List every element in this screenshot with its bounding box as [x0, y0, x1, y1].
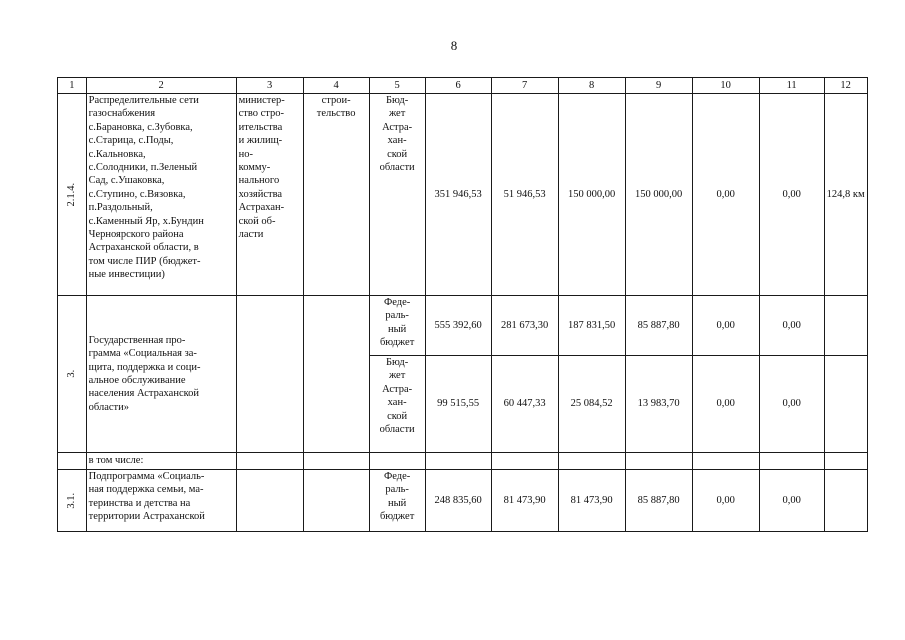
table-row-3-1 [58, 470, 868, 532]
value-cell: 351 946,53 [425, 94, 491, 296]
activity-name: Государственная про- грамма «Социальная за- щита, поддержка и соци- альное обслуживание населения Астраханской области» [86, 296, 236, 453]
header-cell: 12 [824, 78, 867, 94]
value-cell: 99 515,55 [425, 356, 491, 453]
value-cell [692, 453, 759, 470]
activity-type [303, 453, 369, 470]
header-cell: 8 [558, 78, 625, 94]
row-number-cell [58, 470, 87, 532]
value-cell: 0,00 [692, 470, 759, 532]
value-cell: 0,00 [759, 470, 824, 532]
header-cell: 1 [58, 78, 87, 94]
value-cell [425, 453, 491, 470]
activity-name: Распределительные сети газоснабжения с.Барановка, с.Зубовка, с.Старица, с.Поды, с.Кальновка, с.Солодники, п.Зеленый Сад, с.Ушаковка, с.Ступино, с.Вязовка, п.Раздольный, с.Каменный Яр, х.Бундин Черноярского района Астраханской области, в том числе ПИР (бюджет- ные инвестиции) [86, 94, 236, 296]
activity-type: строи- тельство [303, 94, 369, 296]
header-cell: 6 [425, 78, 491, 94]
page-number: 8 [450, 38, 458, 53]
funding-source: Феде- раль- ный бюджет [369, 470, 425, 532]
value-cell: 85 887,80 [625, 470, 692, 532]
table-row-3-federal [58, 296, 868, 356]
funding-source: Феде- раль- ный бюджет [369, 296, 425, 356]
value-cell [824, 453, 867, 470]
value-cell: 281 673,30 [491, 296, 558, 356]
header-cell: 4 [303, 78, 369, 94]
value-cell: 0,00 [759, 94, 824, 296]
value-cell: 0,00 [692, 356, 759, 453]
funding-source [369, 453, 425, 470]
executor-cell [236, 296, 303, 453]
value-cell [824, 470, 867, 532]
funding-source: Бюд- жет Астра- хан- ской области [369, 94, 425, 296]
value-cell [491, 453, 558, 470]
header-cell: 10 [692, 78, 759, 94]
row-number-cell [58, 453, 87, 470]
value-cell: 0,00 [692, 94, 759, 296]
value-cell [824, 356, 867, 453]
header-cell: 3 [236, 78, 303, 94]
header-cell: 7 [491, 78, 558, 94]
row-number: 3. [66, 370, 78, 378]
activity-type [303, 470, 369, 532]
value-cell: 187 831,50 [558, 296, 625, 356]
value-cell: 81 473,90 [491, 470, 558, 532]
activity-name: Подпрограмма «Социаль- ная поддержка семьи, ма- теринства и детства на территории Астраханской [86, 470, 236, 532]
funding-source: Бюд- жет Астра- хан- ской области [369, 356, 425, 453]
budget-table [57, 77, 868, 532]
value-cell: 25 084,52 [558, 356, 625, 453]
value-cell: 81 473,90 [558, 470, 625, 532]
including-label: в том числе: [86, 453, 236, 470]
value-cell [558, 453, 625, 470]
row-number: 2.1.4. [66, 182, 78, 207]
value-cell [824, 296, 867, 356]
header-row [58, 78, 868, 94]
activity-type [303, 296, 369, 453]
table-row-2-1-4 [58, 94, 868, 296]
value-cell [759, 453, 824, 470]
table-row-including [58, 453, 868, 470]
value-cell: 51 946,53 [491, 94, 558, 296]
executor-cell: министер- ство стро- ительства и жилищ- но- комму- нального хозяйства Астрахан- ской об- ласти [236, 94, 303, 296]
value-cell: 13 983,70 [625, 356, 692, 453]
header-cell: 2 [86, 78, 236, 94]
executor-cell [236, 453, 303, 470]
row-number-cell [58, 94, 87, 296]
executor-cell [236, 470, 303, 532]
value-cell: 0,00 [759, 296, 824, 356]
row-number: 3.1. [66, 492, 78, 509]
header-cell: 5 [369, 78, 425, 94]
value-cell: 0,00 [759, 356, 824, 453]
value-cell: 555 392,60 [425, 296, 491, 356]
value-cell: 248 835,60 [425, 470, 491, 532]
value-cell: 60 447,33 [491, 356, 558, 453]
value-cell: 124,8 км [824, 94, 867, 296]
value-cell: 0,00 [692, 296, 759, 356]
value-cell: 150 000,00 [625, 94, 692, 296]
header-cell: 11 [759, 78, 824, 94]
value-cell: 85 887,80 [625, 296, 692, 356]
value-cell: 150 000,00 [558, 94, 625, 296]
row-number-cell [58, 296, 87, 453]
header-cell: 9 [625, 78, 692, 94]
value-cell [625, 453, 692, 470]
